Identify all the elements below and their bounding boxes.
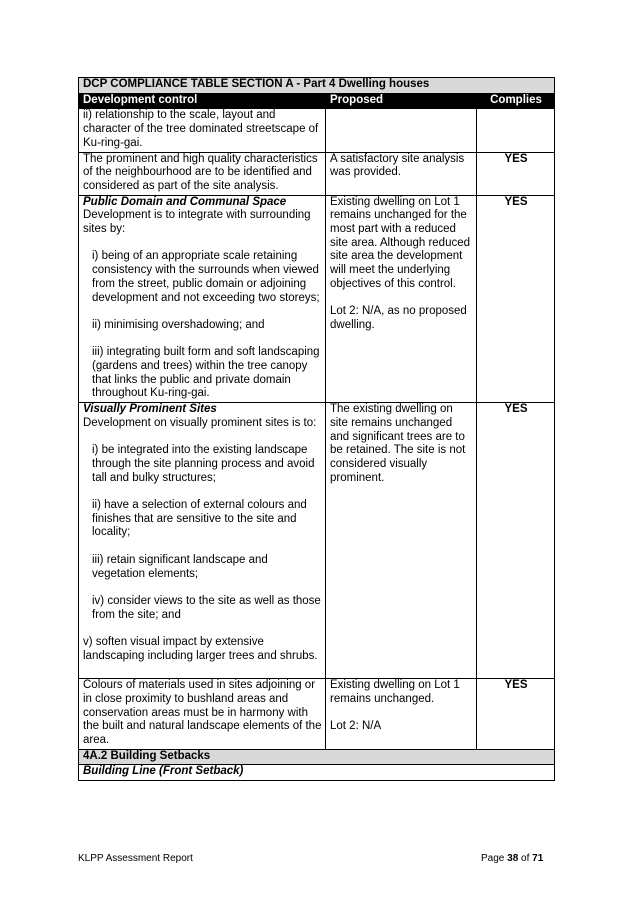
subsection-heading: Building Line (Front Setback)	[79, 765, 555, 781]
control-item: v) soften visual impact by extensive landscaping including larger trees and shrubs.	[83, 636, 318, 662]
table-row	[79, 195, 555, 403]
table-title: DCP COMPLIANCE TABLE SECTION A - Part 4 Dwelling houses	[79, 78, 555, 94]
control-heading: Visually Prominent Sites	[83, 403, 217, 416]
header-complies: Complies	[477, 93, 555, 109]
complies-cell: YES	[477, 679, 555, 750]
control-item: iii) retain significant landscape and vegetation elements;	[92, 553, 268, 580]
proposed-cell	[326, 195, 477, 403]
page-current: 38	[507, 853, 519, 864]
section-heading: 4A.2 Building Setbacks	[79, 749, 555, 765]
table-row	[79, 109, 555, 152]
proposed-text: Existing dwelling on Lot 1 remains unchanged for the most part with a reduced site area. Although reduced site area the development will meet the underlying objectives of this control.	[330, 195, 471, 290]
complies-cell	[477, 109, 555, 152]
control-cell: The prominent and high quality characteristics of the neighbourhood are to be identified and considered as part of the site analysis.	[79, 152, 326, 195]
dcp-compliance-table	[78, 77, 555, 781]
control-cell: ii) relationship to the scale, layout and character of the tree dominated streetscape of Ku-ring-gai.	[79, 109, 326, 152]
table-row	[79, 403, 555, 679]
proposed-text: Lot 2: N/A, as no proposed dwelling.	[330, 305, 467, 331]
control-item: iii) integrating built form and soft landscaping (gardens and trees) within the tree canopy that links the public and private domain throughout Ku-ring-gai.	[92, 346, 320, 400]
header-development-control: Development control	[79, 93, 326, 109]
page-total: 71	[532, 853, 544, 864]
header-proposed: Proposed	[326, 93, 477, 109]
complies-cell: YES	[477, 195, 555, 403]
subsection-heading-row	[79, 765, 555, 781]
control-cell: Colours of materials used in sites adjoining or in close proximity to bushland areas and conservation areas must be in harmony with the built and natural landscape elements of the area.	[79, 679, 326, 750]
table-title-row	[79, 78, 555, 94]
complies-cell: YES	[477, 403, 555, 679]
complies-cell: YES	[477, 152, 555, 195]
control-item: ii) have a selection of external colours and finishes that are sensitive to the site and locality;	[92, 499, 307, 539]
control-item: iv) consider views to the site as well as those from the site; and	[92, 594, 321, 621]
table-row	[79, 679, 555, 750]
proposed-cell	[326, 679, 477, 750]
control-cell	[79, 403, 326, 679]
control-item: ii) minimising overshadowing; and	[92, 318, 265, 331]
proposed-cell: The existing dwelling on site remains unchanged and significant trees are to be retained. The site is not considered visually prominent.	[326, 403, 477, 679]
proposed-cell: A satisfactory site analysis was provided.	[326, 152, 477, 195]
control-intro: Development is to integrate with surrounding sites by:	[83, 209, 311, 236]
proposed-cell	[326, 109, 477, 152]
section-heading-row	[79, 749, 555, 765]
control-heading: Public Domain and Communal Space	[83, 195, 287, 208]
control-cell	[79, 195, 326, 403]
control-item: i) being of an appropriate scale retaining consistency with the surrounds when viewed from the street, public domain or adjoining development and not exceeding two storeys;	[92, 250, 320, 304]
control-item: i) be integrated into the existing landscape through the site planning process and avoid tall and bulky structures;	[92, 444, 315, 484]
proposed-text: Lot 2: N/A	[330, 720, 382, 733]
proposed-text: Existing dwelling on Lot 1 remains unchanged.	[330, 679, 460, 705]
table-row	[79, 152, 555, 195]
footer-page-number: Page 38 of 71	[481, 853, 544, 864]
table-header-row	[79, 93, 555, 109]
control-intro: Development on visually prominent sites is to:	[83, 416, 317, 429]
footer-report-name: KLPP Assessment Report	[78, 853, 193, 864]
